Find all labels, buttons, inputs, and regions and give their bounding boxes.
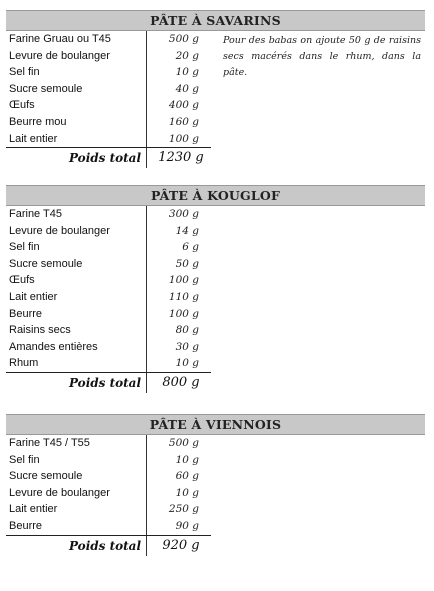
recipe-body — [6, 435, 425, 556]
ingredient-qty: 20 g — [175, 49, 199, 62]
ingredient-qty: 10 g — [175, 453, 199, 466]
ingredient-qty: 90 g — [175, 519, 199, 532]
ingredient-row — [6, 114, 211, 131]
ingredient-qty: 160 g — [168, 115, 199, 128]
ingredient-name: Sucre semoule — [9, 82, 83, 95]
ingredient-qty: 110 g — [168, 290, 199, 303]
column-divider — [146, 373, 147, 393]
ingredient-row — [6, 306, 211, 323]
ingredient-name: Amandes entières — [9, 340, 98, 353]
ingredient-name: Raisins secs — [9, 324, 71, 337]
ingredient-name: Lait entier — [9, 132, 58, 145]
ingredient-name: Levure de boulanger — [9, 224, 110, 237]
ingredient-row — [6, 81, 211, 98]
ingredient-name: Farine T45 / T55 — [9, 437, 90, 449]
ingredient-row — [6, 97, 211, 114]
ingredient-row — [6, 272, 211, 289]
ingredient-qty: 500 g — [168, 33, 199, 45]
ingredient-name: Beurre — [9, 307, 43, 320]
ingredient-name: Sel fin — [9, 66, 40, 79]
recipe-body — [6, 206, 425, 393]
ingredient-qty: 500 g — [168, 437, 199, 449]
recipe-title: PÂTE À SAVARINS — [6, 10, 425, 31]
ingredient-name: Sel fin — [9, 241, 40, 254]
ingredient-row — [6, 501, 211, 518]
ingredient-row — [6, 355, 211, 372]
ingredient-row — [6, 31, 211, 48]
ingredient-row — [6, 223, 211, 240]
ingredient-row — [6, 485, 211, 502]
ingredient-name: Levure de boulanger — [9, 49, 110, 62]
ingredient-qty: 14 g — [175, 224, 199, 237]
recipe-body — [6, 31, 425, 168]
total-value: 1230 g — [158, 150, 204, 166]
total-row — [6, 535, 211, 556]
column-divider — [146, 536, 147, 556]
ingredient-name: Farine Gruau ou T45 — [9, 33, 111, 45]
ingredient-qty: 10 g — [175, 66, 199, 79]
ingredient-row — [6, 256, 211, 273]
ingredient-name: Beurre mou — [9, 115, 67, 128]
ingredient-row — [6, 206, 211, 223]
ingredient-name: Œufs — [9, 274, 35, 287]
ingredient-row — [6, 468, 211, 485]
ingredient-name: Œufs — [9, 99, 35, 112]
recipe-savarins — [6, 10, 425, 168]
ingredient-qty: 100 g — [168, 132, 199, 145]
ingredient-name: Sucre semoule — [9, 257, 83, 270]
ingredient-name: Farine T45 — [9, 208, 62, 220]
ingredient-qty: 10 g — [175, 486, 199, 499]
ingredient-qty: 250 g — [168, 503, 199, 516]
ingredient-name: Levure de boulanger — [9, 486, 110, 499]
column-divider — [146, 148, 147, 168]
ingredient-row — [6, 518, 211, 535]
ingredient-name: Rhum — [9, 357, 39, 370]
ingredient-qty: 300 g — [168, 208, 199, 220]
ingredient-qty: 100 g — [168, 274, 199, 287]
ingredient-qty: 40 g — [175, 82, 199, 95]
ingredient-row — [6, 435, 211, 452]
ingredient-name: Sucre semoule — [9, 470, 83, 483]
ingredient-row — [6, 322, 211, 339]
ingredient-qty: 30 g — [175, 340, 199, 353]
ingredient-list — [6, 31, 211, 147]
ingredient-qty: 400 g — [168, 99, 199, 112]
ingredient-qty: 80 g — [175, 324, 199, 337]
total-label: Poids total — [68, 538, 141, 553]
total-row — [6, 372, 211, 393]
ingredient-row — [6, 131, 211, 148]
ingredient-qty: 10 g — [175, 357, 199, 370]
ingredient-name: Sel fin — [9, 453, 40, 466]
ingredient-row — [6, 452, 211, 469]
ingredient-qty: 6 g — [182, 241, 199, 254]
ingredient-row — [6, 64, 211, 81]
ingredient-name: Lait entier — [9, 290, 58, 303]
recipe-title: PÂTE À VIENNOIS — [6, 414, 425, 435]
total-value: 920 g — [162, 537, 200, 553]
total-label: Poids total — [68, 151, 141, 166]
ingredient-list — [6, 206, 211, 372]
ingredient-qty: 50 g — [175, 257, 199, 270]
total-value: 800 g — [162, 374, 200, 390]
recipe-note: Pour des babas on ajoute 50 g de raisins secs macérés dans le rhum, dans la pâte. — [223, 35, 421, 78]
ingredient-name: Lait entier — [9, 503, 58, 516]
ingredient-row — [6, 289, 211, 306]
ingredient-qty: 100 g — [168, 307, 199, 320]
recipe-title: PÂTE À KOUGLOF — [6, 185, 425, 206]
recipe-kouglof — [6, 185, 425, 393]
ingredient-row — [6, 339, 211, 356]
ingredient-name: Beurre — [9, 519, 43, 532]
total-label: Poids total — [68, 375, 141, 390]
ingredient-row — [6, 48, 211, 65]
ingredient-qty: 60 g — [175, 470, 199, 483]
recipe-viennois — [6, 414, 425, 556]
total-row — [6, 147, 211, 168]
ingredient-list — [6, 435, 211, 535]
ingredient-row — [6, 239, 211, 256]
